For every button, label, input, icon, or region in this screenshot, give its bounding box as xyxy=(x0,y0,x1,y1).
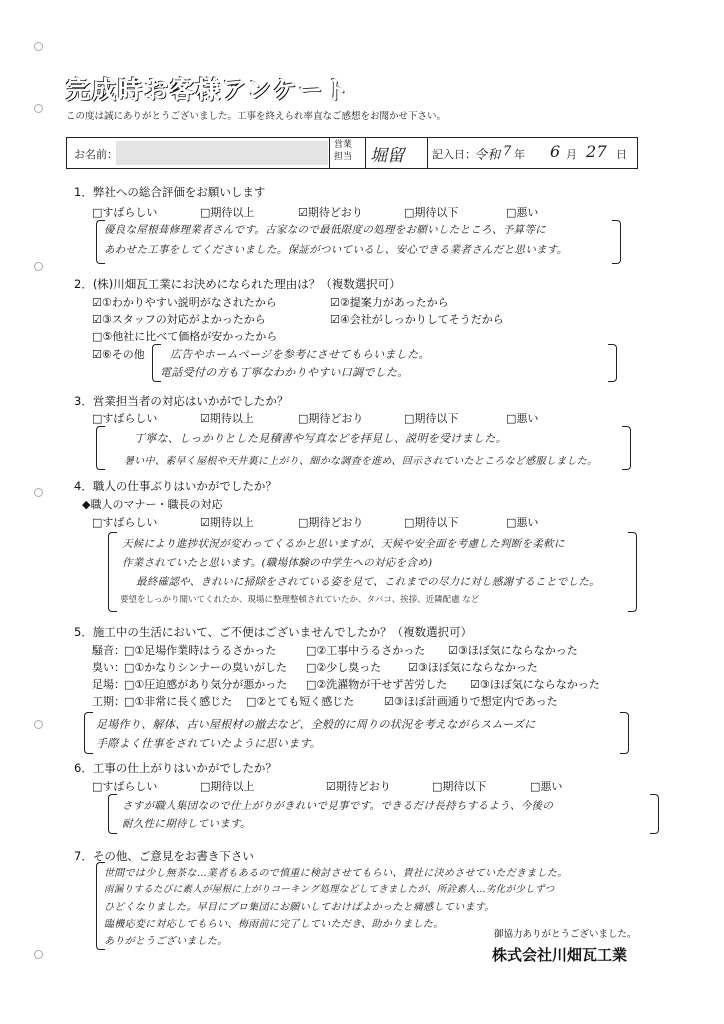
q2-option[interactable]: ☑③スタッフの対応がよかったから xyxy=(92,313,266,326)
footer-thanks: 御協力ありがとうございました。 xyxy=(494,929,637,940)
redacted-name xyxy=(116,141,328,165)
q1-option[interactable]: □すばらしい xyxy=(92,206,158,219)
q1-option[interactable]: □悪い xyxy=(506,206,539,219)
q4-answer-line: 天候により進捗状況が変わってくるかと思いますが、天候や安全面を考慮した判断を柔軟に xyxy=(122,538,565,550)
date-day-suffix: 日 xyxy=(616,148,627,161)
q5-option[interactable]: □①かなりシンナーの臭いがした xyxy=(124,661,287,674)
q4-option[interactable]: □期待どおり xyxy=(298,516,364,529)
q6-option[interactable]: □期待以下 xyxy=(432,780,487,793)
q4-answer-line: 作業されていたと思います。(職場体験の中学生への対応を含め) xyxy=(122,557,433,569)
q2-answer-line: 電話受付の方も丁寧なわかりやすい口調でした。 xyxy=(160,366,409,379)
answer-bracket-left xyxy=(108,794,117,834)
q3-answer-line: 丁寧な、しっかりとした見積書や写真などを拝見し、説明を受けました。 xyxy=(134,432,507,445)
staff-name: 堀留 xyxy=(370,146,405,166)
q6-question: 6．工事の仕上がりはいかがでしたか？ xyxy=(74,761,277,775)
q1-option[interactable]: □期待以上 xyxy=(200,206,255,219)
q2-option[interactable]: ☑②提案力があったから xyxy=(330,296,449,309)
q5-answer-line: 手際よく仕事をされていたように思います。 xyxy=(96,737,322,750)
q7-answer-line: ありがとうございました。 xyxy=(104,936,228,947)
q5-option[interactable]: □①圧迫感があり気分が悪かった xyxy=(124,678,288,691)
q4-option[interactable]: □悪い xyxy=(506,516,539,529)
q5-row-label: 臭い： xyxy=(92,661,125,674)
q5-option[interactable]: ☑③ほぼ気にならなかった xyxy=(470,678,600,691)
q5-question: 5．施工中の生活において、ご不便はございませんでしたか？（複数選択可） xyxy=(74,625,473,639)
q6-option[interactable]: ☑期待どおり xyxy=(326,780,391,793)
q1-answer-line: 優良な屋根葺修理業者さんです。古家なので最低限度の処理をお願いしたところ、予算等に xyxy=(104,224,546,236)
binder-hole xyxy=(34,488,43,497)
q5-option[interactable]: □②少し臭った xyxy=(306,661,382,674)
answer-bracket-right xyxy=(620,712,629,754)
q2-option[interactable]: □⑤他社に比べて価格が安かったから xyxy=(92,330,278,343)
q5-row-label: 騒音： xyxy=(92,644,125,657)
q1-answer-line: あわせた工事をしてくださいました。保証がついているし、安心できる業者さんだと思います。 xyxy=(104,244,568,256)
q2-option[interactable]: ☑①わかりやすい説明がなされたから xyxy=(92,296,277,309)
q1-option[interactable]: ☑期待どおり xyxy=(298,206,363,219)
q4-option[interactable]: □すばらしい xyxy=(92,516,158,529)
q2-question: 2．(株)川畑瓦工業にお決めになられた理由は？（複数選択可） xyxy=(74,277,401,291)
q4-answer-line: 最終確認や、きれいに掃除をされている姿を見て、これまでの尽力に対し感謝することでした。 xyxy=(136,576,600,588)
q6-option[interactable]: □期待以上 xyxy=(200,780,255,793)
q2-option[interactable]: ☑⑥その他 xyxy=(92,348,145,361)
survey-title: 完成時お客様アンケート xyxy=(66,76,351,104)
answer-bracket-left xyxy=(108,532,117,612)
q1-question: 1．弊社への総合評価をお願いします xyxy=(74,185,266,199)
q6-answer-line: 耐久性に期待しています。 xyxy=(122,818,251,830)
answer-bracket-right xyxy=(622,426,631,470)
q6-answer-line: さすが職人集団なので仕上がりがきれいで見事です。できるだけ長持ちするよう、今後の xyxy=(122,800,554,812)
answer-bracket-right xyxy=(650,794,659,834)
q6-option[interactable]: □すばらしい xyxy=(92,780,158,793)
answer-bracket-right xyxy=(628,532,637,612)
q3-answer-line: 暑い中、素早く屋根や天井裏に上がり、細かな調査を進め、回示されていたところなど感服しました。 xyxy=(124,456,598,467)
q7-answer-line: 世間では少し無茶な…業者もあるので慎重に検討させてもらい、貴社に決めさせていただきました。 xyxy=(104,868,568,879)
binder-hole xyxy=(34,950,43,959)
q5-option[interactable]: □①足場作業時はうるさかった xyxy=(124,644,277,657)
name-label: お名前： xyxy=(74,148,118,161)
date-era: 令和 xyxy=(474,148,501,163)
staff-label: 営業 担当 xyxy=(334,140,353,162)
q5-option[interactable]: ☑③ほぼ気にならなかった xyxy=(408,661,538,674)
binder-hole xyxy=(34,720,43,729)
q4-question: 4．職人の仕事ぶりはいかがでしたか？ xyxy=(74,479,277,493)
q5-option[interactable]: ☑③ほぼ気にならなかった xyxy=(448,644,578,657)
q3-option[interactable]: □悪い xyxy=(506,412,539,425)
q4-option[interactable]: □期待以下 xyxy=(404,516,459,529)
answer-bracket-left xyxy=(96,426,105,470)
binder-hole xyxy=(34,104,43,113)
q3-question: 3．営業担当者の対応はいかがでしたか？ xyxy=(74,394,289,408)
q5-option[interactable]: ☑③ほぼ計画通りで想定内であった xyxy=(384,695,558,708)
binder-hole xyxy=(34,42,43,51)
survey-intro: この度は誠にありがとうございました。工事を終えられ率直なご感想をお聞かせ下さい。 xyxy=(66,111,447,122)
q2-option[interactable]: ☑④会社がしっかりしてそうだから xyxy=(330,313,504,326)
q5-option[interactable]: □①非常に長く感じた xyxy=(124,695,233,708)
binder-hole xyxy=(34,262,43,271)
q3-option[interactable]: □すばらしい xyxy=(92,412,158,425)
q7-answer-line: 雨漏りするたびに素人が屋根に上がりコーキング処理などしてきましたが、所詮素人…劣化が少しずつ xyxy=(104,884,555,895)
q5-option[interactable]: □②洗濯物が干せず苦労した xyxy=(306,678,448,691)
q3-option[interactable]: ☑期待以上 xyxy=(200,412,254,425)
q7-answer-line: ひどくなりました。早目にプロ集団にお願いしておけばよかったと痛感しています。 xyxy=(104,902,495,913)
q5-row-label: 足場： xyxy=(92,678,125,691)
q4-option[interactable]: ☑期待以上 xyxy=(200,516,254,529)
company-name: 株式会社川畑瓦工業 xyxy=(492,946,628,964)
q1-option[interactable]: □期待以下 xyxy=(404,206,459,219)
q5-answer-line: 足場作り、解体、古い屋根材の撤去など、全般的に周りの状況を考えながらスムーズに xyxy=(96,718,536,731)
answer-bracket-right xyxy=(608,344,617,382)
date-day: 27 xyxy=(586,142,607,161)
answer-bracket-right xyxy=(612,220,621,264)
q4-subheading: ◆職人のマナー・職長の対応 xyxy=(82,498,223,511)
q7-answer-line: 臨機応変に対応してもらい、梅雨前に完了していただき、助かりました。 xyxy=(104,919,444,930)
q3-option[interactable]: □期待どおり xyxy=(298,412,364,425)
q3-option[interactable]: □期待以下 xyxy=(404,412,459,425)
q5-option[interactable]: □②工事中うるさかった xyxy=(306,644,426,657)
date-month: 6 xyxy=(550,142,561,161)
q6-option[interactable]: □悪い xyxy=(530,780,563,793)
q5-option[interactable]: □②とても短く感じた xyxy=(246,695,355,708)
date-year-suffix: 年 xyxy=(514,148,525,161)
q5-row-label: 工期： xyxy=(92,695,125,708)
date-month-suffix: 月 xyxy=(566,148,577,161)
q7-question: 7．その他、ご意見をお書き下さい xyxy=(74,849,254,863)
date-year: 7 xyxy=(503,144,512,159)
q2-answer-line: 広告やホームページを参考にさせてもらいました。 xyxy=(170,348,430,361)
answer-bracket-left xyxy=(84,712,93,754)
date-label: 記入日： xyxy=(432,148,476,161)
q4-hint: 要望をしっかり聞いてくれたか、現場に整理整頓されていたか、タバコ、挨拶、近隣配慮 など xyxy=(120,595,480,605)
